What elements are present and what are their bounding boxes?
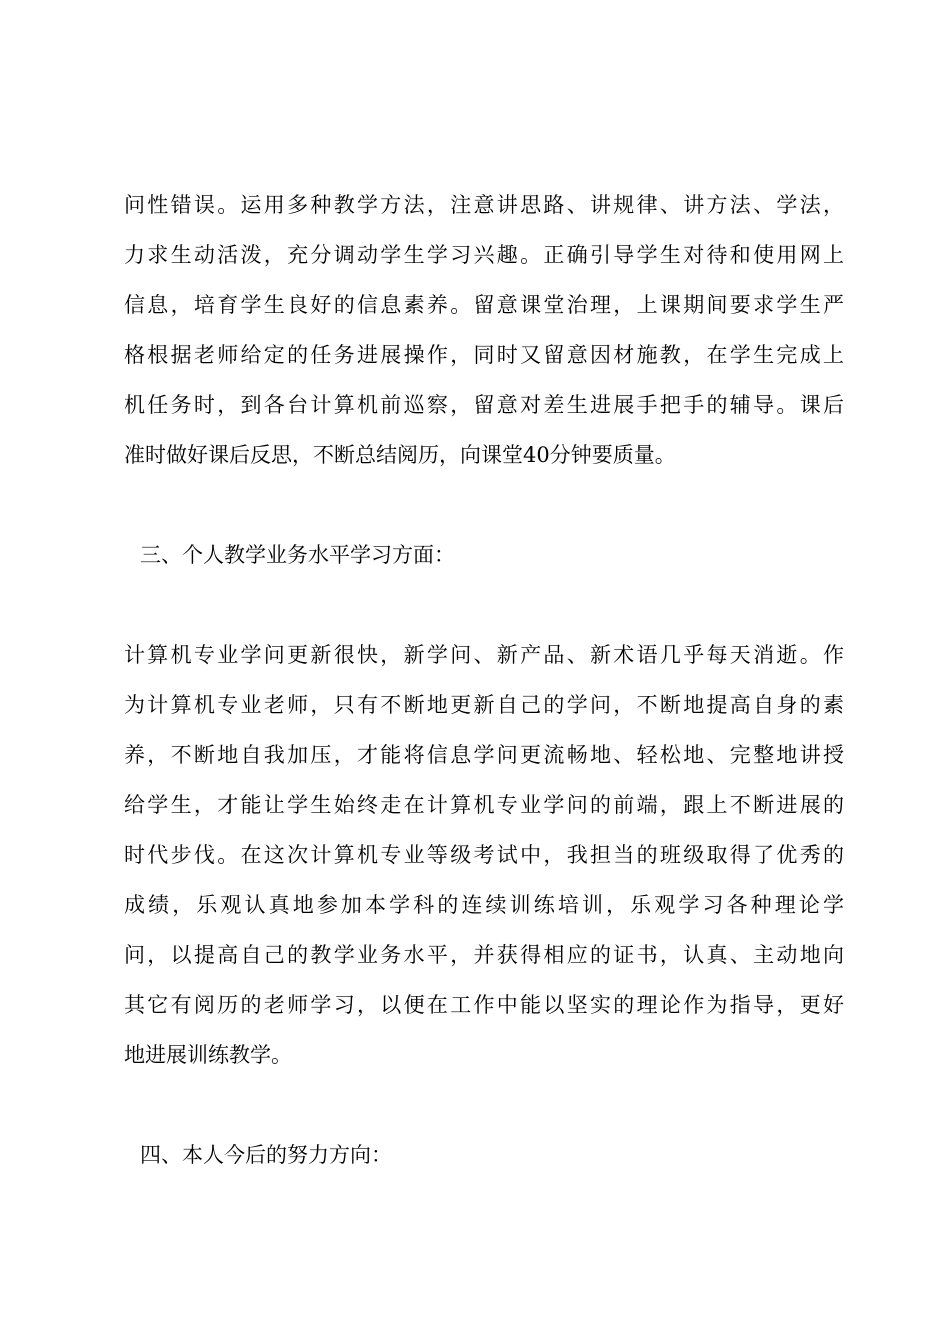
paragraph-line: 问性错误。运用多种教学方法，注意讲思路、讲规律、讲方法、学法， (124, 193, 844, 217)
paragraph-line: 格根据老师给定的任务进展操作，同时又留意因材施教，在学生完成上 (124, 343, 844, 367)
paragraph-line: 准时做好课后反思，不断总结阅历，向课堂40分钟要质量。 (124, 443, 676, 467)
paragraph-line: 信息，培育学生良好的信息素养。留意课堂治理，上课期间要求学生严 (124, 293, 844, 317)
paragraph-line: 其它有阅历的老师学习，以便在工作中能以坚实的理论作为指导，更好 (124, 993, 844, 1017)
section-heading-4: 四、本人今后的努力方向： (140, 1143, 392, 1167)
paragraph-line: 力求生动活泼，充分调动学生学习兴趣。正确引导学生对待和使用网上 (124, 243, 844, 267)
paragraph-line: 计算机专业学问更新很快，新学问、新产品、新术语几乎每天消逝。作 (124, 643, 844, 667)
section-heading-3: 三、个人教学业务水平学习方面： (140, 543, 455, 567)
paragraph-line: 为计算机专业老师，只有不断地更新自己的学问，不断地提高自身的素 (124, 693, 844, 717)
paragraph-line: 问，以提高自己的教学业务水平，并获得相应的证书，认真、主动地向 (124, 943, 844, 967)
paragraph-line: 机任务时，到各台计算机前巡察，留意对差生进展手把手的辅导。课后 (124, 393, 844, 417)
paragraph-line: 给学生，才能让学生始终走在计算机专业学问的前端，跟上不断进展的 (124, 793, 844, 817)
paragraph-line: 成绩，乐观认真地参加本学科的连续训练培训，乐观学习各种理论学 (124, 893, 844, 917)
paragraph-line: 地进展训练教学。 (124, 1043, 292, 1067)
paragraph-line: 养，不断地自我加压，才能将信息学问更流畅地、轻松地、完整地讲授 (124, 743, 844, 767)
paragraph-line: 时代步伐。在这次计算机专业等级考试中，我担当的班级取得了优秀的 (124, 843, 844, 867)
